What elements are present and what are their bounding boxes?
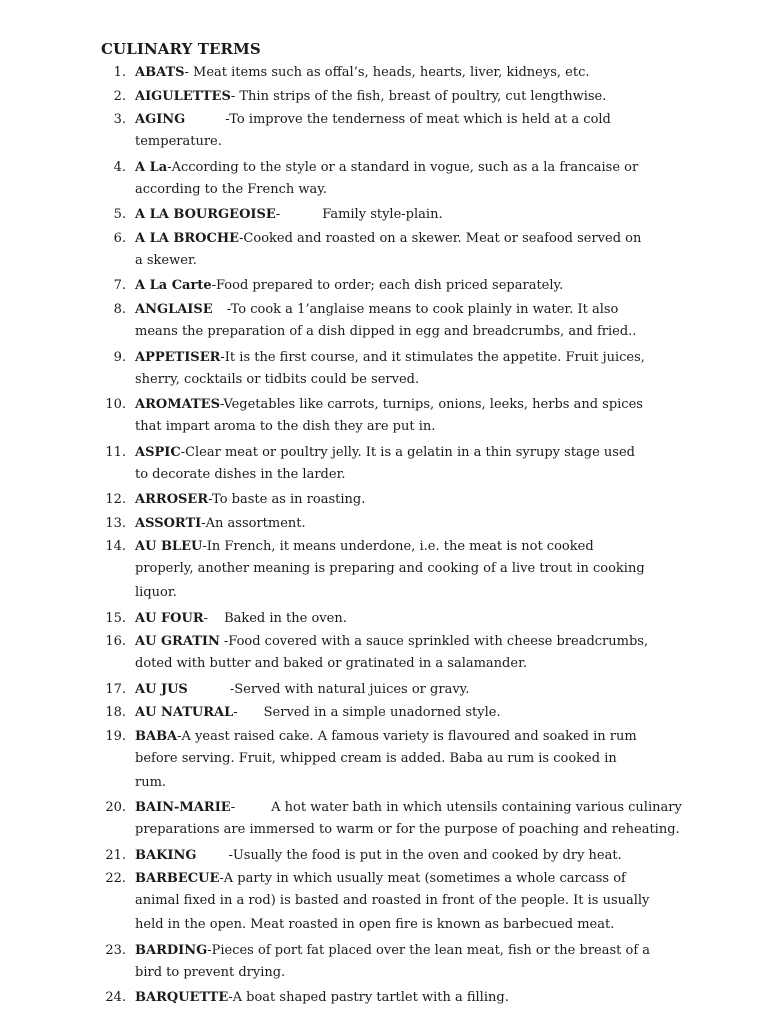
term-item [0,110,768,154]
term-continuation-line [135,557,768,581]
term-definition: a skewer. [135,253,197,269]
term-keyword: ARROSER [135,491,209,507]
term-definition: -According to the style or a standard in vogue, such as a la francaise or [167,159,639,175]
term-continuation-line [135,771,768,795]
term-item [0,443,768,487]
term-continuation-line [135,320,768,344]
term-keyword: A La Carte [135,278,212,294]
term-continuation-line [135,889,768,913]
term-continuation-line [135,747,768,771]
term-definition: -In French, it means underdone, i.e. the meat is not cooked [202,539,594,555]
term-number: 10. [105,397,126,413]
term-line [135,490,768,510]
term-continuation-line [135,178,768,202]
term-item [0,798,768,842]
term-keyword: BAIN-MARIE [135,800,231,816]
term-item [0,229,768,273]
term-definition: sherry, cocktails or tidbits could be served. [135,371,420,387]
term-number: 22. [105,871,126,887]
term-continuation-line [135,249,768,273]
term-line [135,941,768,961]
term-definition: -Food covered with a sauce sprinkled with cheese breadcrumbs, [223,634,649,650]
term-definition: to decorate dishes in the larder. [135,466,346,482]
term-line [135,537,768,557]
term-continuation-line [135,130,768,154]
term-number: 7. [113,278,126,294]
term-definition: - Meat items such as offal’s, heads, hearts, liver, kidneys, etc. [184,65,590,80]
term-keyword: ABATS [135,65,185,80]
term-line [135,110,768,130]
term-number: 13. [105,515,126,531]
term-definition: bird to prevent drying. [135,964,286,980]
term-number: 23. [105,942,126,958]
term-item [0,941,768,985]
term-definition: -A boat shaped pastry tartlet with a filling. [228,990,509,1006]
term-definition: Family style-plain. [322,207,443,223]
term-keyword: AU BLEU [135,539,203,555]
term-definition: - [233,705,238,721]
term-definition: -Vegetables like carrots, turnips, onions, leeks, herbs and spices [219,397,643,413]
term-definition: animal fixed in a rod) is basted and roasted in front of the people. It is usually [135,893,650,909]
term-keyword: BARQUETTE [135,990,229,1006]
term-definition: -An assortment. [201,515,306,531]
term-line [135,300,768,320]
term-number: 20. [105,800,126,816]
term-line [135,632,768,652]
term-item [0,276,768,296]
term-definition: doted with butter and baked or gratinated in a salamander. [135,656,527,672]
term-number: 5. [113,207,126,223]
term-item [0,988,768,1008]
term-keyword: BARDING [135,942,208,958]
term-line [135,229,768,249]
term-definition: -A party in which usually meat (sometimes a whole carcass of [219,871,626,887]
term-number: 17. [105,681,126,697]
term-item [0,609,768,629]
term-definition: -Usually the food is put in the oven and cooked by dry heat. [228,847,622,863]
term-line [135,87,768,107]
term-definition: -To improve the tenderness of meat which is held at a cold [225,112,611,128]
term-line [135,727,768,747]
term-line [135,988,768,1008]
term-definition: held in the open. Meat roasted in open fire is known as barbecued meat. [135,917,615,933]
term-number: 3. [113,112,126,128]
term-line [135,395,768,415]
term-definition: - [275,207,281,223]
term-definition: Baked in the oven. [224,610,347,626]
term-continuation-line [135,581,768,605]
term-item [0,395,768,439]
term-number: 14. [105,539,126,555]
term-item [0,63,768,83]
term-continuation-line [135,961,768,985]
term-definition: - [230,800,236,816]
term-keyword: AU GRATIN [135,634,220,650]
term-line [135,276,768,296]
term-keyword: AU JUS [135,681,188,697]
term-line [135,63,768,83]
term-number: 18. [105,705,126,721]
term-definition: -Served with natural juices or gravy. [229,681,470,697]
term-number: 21. [105,847,126,863]
term-line [135,609,768,629]
term-number: 2. [113,88,126,104]
term-continuation-line [135,818,768,842]
term-keyword: ANGLAISE [135,302,213,318]
term-item [0,846,768,866]
term-keyword: BARBECUE [135,871,220,887]
term-definition: temperature. [135,134,222,150]
term-number: 9. [113,349,126,365]
term-definition: means the preparation of a dish dipped in egg and breadcrumbs, and fried.. [135,324,637,340]
term-definition: - [203,610,209,626]
term-definition: before serving. Fruit, whipped cream is added. Baba au rum is cooked in [135,751,617,767]
term-keyword: ASSORTI [135,515,202,531]
term-line [135,348,768,368]
term-definition: -Cooked and roasted on a skewer. Meat or seafood served on [239,231,642,247]
term-definition: liquor. [135,585,177,601]
term-definition: -A yeast raised cake. A famous variety is flavoured and soaked in rum [177,729,637,745]
term-line [135,680,768,700]
term-number: 8. [113,302,126,318]
document-title: CULINARY TERMS [101,40,261,58]
term-item [0,87,768,107]
term-definition: -To cook a 1’anglaise means to cook plainly in water. It also [226,302,619,318]
term-definition: A hot water bath in which utensils containing various culinary [271,800,682,816]
term-keyword: A La [135,159,168,175]
term-number: 4. [113,159,126,175]
term-definition: Served in a simple unadorned style. [263,705,501,721]
term-keyword: AU NATURAL [135,705,234,721]
term-definition: that impart aroma to the dish they are put in. [135,419,436,435]
term-continuation-line [135,368,768,392]
term-line [135,205,768,225]
term-definition: properly, another meaning is preparing and cooking of a live trout in cooking [135,561,645,577]
term-keyword: BABA [135,729,178,745]
term-item [0,490,768,510]
term-number: 16. [105,634,126,650]
term-number: 12. [105,491,126,507]
term-continuation-line [135,913,768,937]
term-keyword: A LA BOURGEOISE [135,207,276,223]
term-definition: -To baste as in roasting. [208,491,366,507]
term-item [0,158,768,202]
term-definition: -Food prepared to order; each dish priced separately. [211,278,564,294]
term-line [135,443,768,463]
term-line [135,158,768,178]
term-line [135,846,768,866]
term-item [0,205,768,225]
term-item [0,727,768,794]
term-definition: -Clear meat or poultry jelly. It is a gelatin in a thin syrupy stage used [180,444,635,460]
term-number: 24. [105,990,126,1006]
term-line [135,514,768,534]
term-continuation-line [135,463,768,487]
term-number: 1. [113,65,126,80]
term-keyword: AROMATES [135,397,220,413]
term-item [0,869,768,936]
term-item [0,703,768,723]
term-number: 15. [105,610,126,626]
term-keyword: AGING [135,112,186,128]
term-item [0,680,768,700]
term-definition: - Thin strips of the fish, breast of poultry, cut lengthwise. [230,88,607,104]
term-item [0,514,768,534]
term-number: 19. [105,729,126,745]
term-number: 11. [105,444,126,460]
term-definition: -It is the first course, and it stimulates the appetite. Fruit juices, [220,349,645,365]
term-item [0,632,768,676]
term-definition: -Pieces of port fat placed over the lean meat, fish or the breast of a [207,942,651,958]
culinary-terms-list [0,63,768,1012]
term-keyword: APPETISER [135,349,221,365]
term-definition: preparations are immersed to warm or for the purpose of poaching and reheating. [135,822,680,838]
term-definition: according to the French way. [135,181,327,197]
term-item [0,537,768,604]
term-line [135,798,768,818]
term-number: 6. [113,231,126,247]
term-keyword: ASPIC [135,444,181,460]
term-line [135,869,768,889]
term-keyword: AU FOUR [135,610,204,626]
term-keyword: BAKING [135,847,197,863]
term-keyword: A LA BROCHE [135,231,240,247]
term-continuation-line [135,415,768,439]
term-definition: rum. [135,774,167,790]
term-line [135,703,768,723]
term-item [0,348,768,392]
term-keyword: AIGULETTES [135,88,231,104]
term-continuation-line [135,652,768,676]
term-item [0,300,768,344]
